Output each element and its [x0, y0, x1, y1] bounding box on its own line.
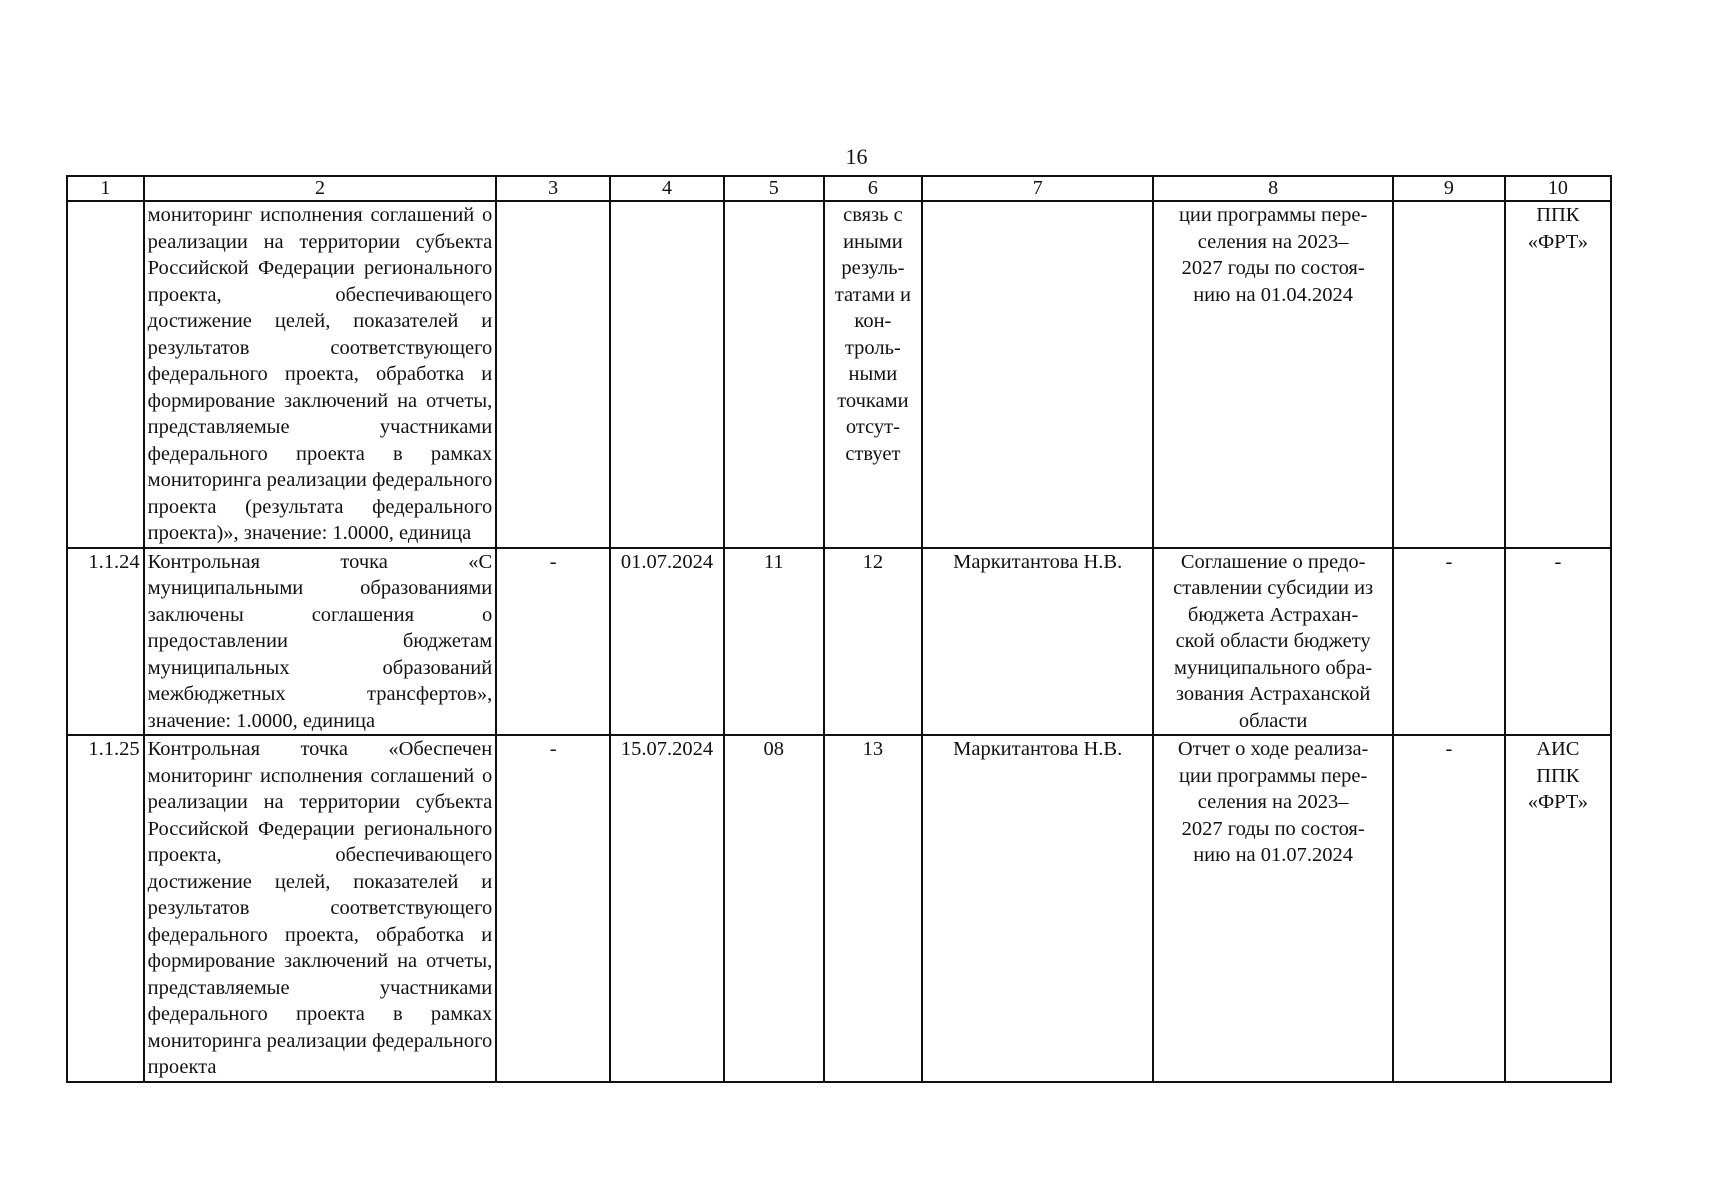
- cell-col-3: -: [496, 548, 610, 736]
- cell-col-9: -: [1393, 548, 1505, 736]
- column-header-6: 6: [824, 176, 923, 201]
- cell-col-5: 08: [724, 735, 824, 1082]
- row-number-cell: 1.1.25: [67, 735, 144, 1082]
- column-header-7: 7: [922, 176, 1153, 201]
- column-header-10: 10: [1505, 176, 1611, 201]
- system-cell: ППК «ФРТ»: [1527, 204, 1589, 253]
- description-cell: Контрольная точка «С муниципальными образованиями заключены соглашения о предоставлении бюджетам муниципальных образований межбюджетных трансфертов», значение: 1.0000, единица: [144, 548, 497, 736]
- table-row-continuation: [67, 201, 1611, 548]
- column-header-5: 5: [724, 176, 824, 201]
- system-cell: -: [1554, 550, 1562, 573]
- document-cell: Отчет о ходе реализа- ции программы пере- селения на 2023– 2027 годы по состоя- нию на 01.07.2024: [1177, 738, 1369, 866]
- row-number-cell: [67, 201, 144, 548]
- cell-col-5: [724, 201, 824, 548]
- cell-col-9: -: [1393, 735, 1505, 1082]
- document-cell: ции программы пере- селения на 2023– 2027 годы по состоя- нию на 01.04.2024: [1178, 204, 1368, 306]
- table-row-1-1-24: [67, 548, 1611, 736]
- page-number: 16: [845, 144, 868, 169]
- document-cell: Соглашение о предо- ставлении субсидии из бюджета Астрахан- ской области бюджету муниципального обра- зования Астраханской области: [1173, 550, 1374, 732]
- table-header-row: [67, 176, 1611, 201]
- responsible-cell: Маркитантова Н.В.: [922, 735, 1153, 1082]
- cell-col-9: [1393, 201, 1505, 548]
- date-cell: 15.07.2024: [610, 735, 724, 1082]
- description-cell: Контрольная точка «Обеспечен мониторинг исполнения соглашений о реализации на территории субъекта Российской Федерации регионального проекта, обеспечивающего достижение целей, показателей и результатов соответствующего федерального проекта, обработка и формирование заключений на отчеты, представляемые участниками федерального проекта в рамках мониторинга реализации федерального проекта: [144, 735, 497, 1082]
- cell-col-3: -: [496, 735, 610, 1082]
- responsible-cell: Маркитантова Н.В.: [922, 548, 1153, 736]
- table-row-1-1-25: [67, 735, 1611, 1082]
- date-cell: 01.07.2024: [610, 548, 724, 736]
- report-table: [66, 175, 1612, 1083]
- column-header-8: 8: [1153, 176, 1393, 201]
- cell-col-6: 13: [862, 738, 884, 760]
- cell-col-3: [496, 201, 610, 548]
- column-header-2: 2: [144, 176, 497, 201]
- cell-col-5: 11: [724, 548, 824, 736]
- column-header-1: 1: [67, 176, 144, 201]
- cell-col-6: связь с иными резуль- татами и кон- троль- ными точками отсут- ствует: [834, 204, 911, 465]
- column-header-4: 4: [610, 176, 724, 201]
- responsible-cell: [922, 201, 1153, 548]
- cell-col-6: 12: [862, 550, 884, 573]
- column-header-9: 9: [1393, 176, 1505, 201]
- description-cell: мониторинг исполнения соглашений о реализации на территории субъекта Российской Федерации регионального проекта, обеспечивающего достижение целей, показателей и результатов соответствующего федерального проекта, обработка и формирование заключений на отчеты, представляемые участниками федерального проекта в рамках мониторинга реализации федерального проекта (результата федерального проекта)», значение: 1.0000, единица: [144, 201, 497, 548]
- column-header-3: 3: [496, 176, 610, 201]
- date-cell: [610, 201, 724, 548]
- system-cell: АИС ППК «ФРТ»: [1527, 738, 1589, 813]
- row-number-cell: 1.1.24: [67, 548, 144, 736]
